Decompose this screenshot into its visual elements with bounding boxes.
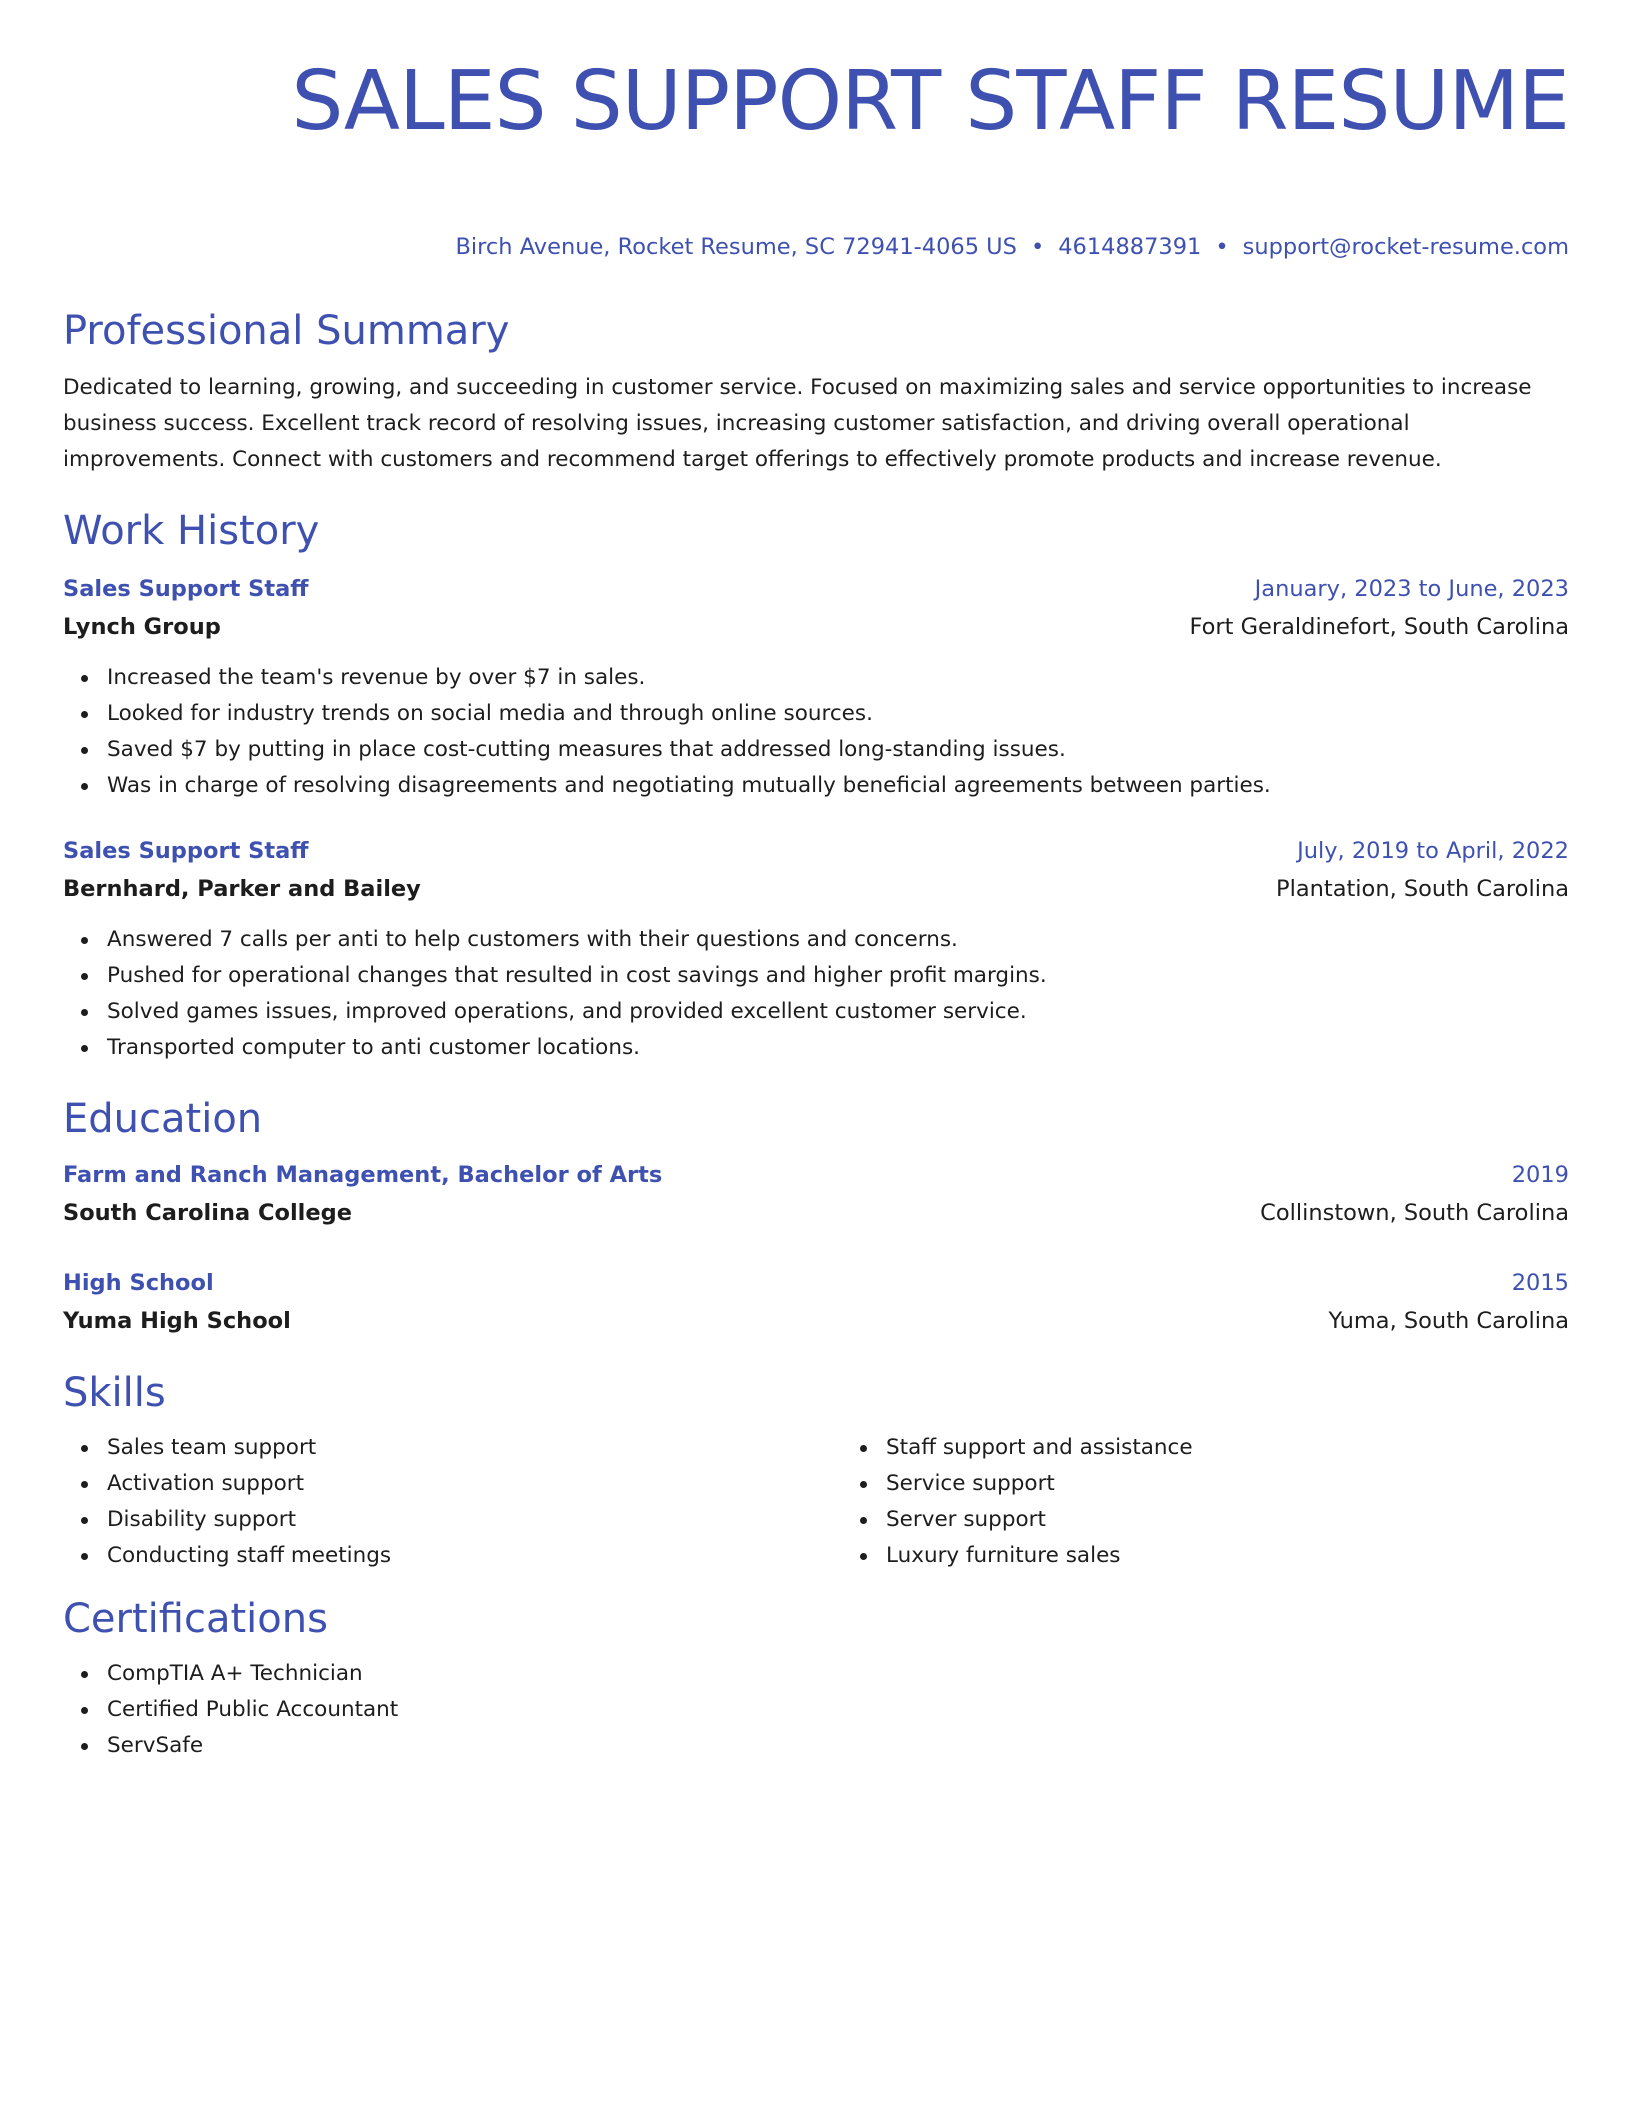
job-bullet: Increased the team's revenue by over $7 in sales. bbox=[107, 660, 1569, 696]
job-entry bbox=[63, 832, 1569, 1066]
skill-item: Disability support bbox=[107, 1502, 842, 1538]
education-year: 2015 bbox=[1511, 1270, 1569, 1296]
work-history-heading: Work History bbox=[63, 508, 320, 554]
skill-item: Server support bbox=[886, 1502, 1621, 1538]
summary-text: Dedicated to learning, growing, and succeeding in customer service. Focused on maximizing sales and service opportunities to increase business success. Excellent track record of resolving issues, increasing customer satisfaction, and driving overall operational improvements. Connect with customers and recommend target offerings to effectively promote products and increase revenue. bbox=[63, 375, 1532, 472]
certifications-list bbox=[63, 1656, 1569, 1764]
resume-title: SALES SUPPORT STAFF RESUME bbox=[291, 54, 1569, 149]
skill-item: Activation support bbox=[107, 1466, 842, 1502]
job-bullet: Saved $7 by putting in place cost-cutting measures that addressed long-standing issues. bbox=[107, 732, 1569, 768]
education-school: Yuma High School bbox=[63, 1308, 291, 1334]
job-title-row bbox=[63, 832, 1569, 870]
skill-item: Conducting staff meetings bbox=[107, 1538, 842, 1574]
job-bullet: Solved games issues, improved operations, and provided excellent customer service. bbox=[107, 994, 1569, 1030]
job-entry bbox=[63, 570, 1569, 804]
job-company: Lynch Group bbox=[63, 614, 221, 640]
education-heading: Education bbox=[63, 1096, 263, 1142]
job-bullets bbox=[63, 660, 1569, 804]
job-location: Fort Geraldinefort, South Carolina bbox=[1189, 614, 1569, 640]
skills-list-right bbox=[842, 1430, 1621, 1574]
job-title: Sales Support Staff bbox=[63, 576, 309, 602]
summary-heading: Professional Summary bbox=[63, 308, 510, 354]
contact-separator: • bbox=[1215, 234, 1229, 260]
skill-item: Sales team support bbox=[107, 1430, 842, 1466]
skills-list-left bbox=[63, 1430, 842, 1574]
contact-phone: 4614887391 bbox=[1058, 234, 1202, 260]
job-bullet: Pushed for operational changes that resulted in cost savings and higher profit margins. bbox=[107, 958, 1569, 994]
education-location: Yuma, South Carolina bbox=[1328, 1308, 1569, 1334]
contact-email: support@rocket-resume.com bbox=[1242, 234, 1569, 260]
education-degree: High School bbox=[63, 1270, 214, 1296]
skills-grid bbox=[63, 1430, 1569, 1574]
education-entry bbox=[63, 1156, 1569, 1232]
education-school-row bbox=[63, 1302, 1569, 1340]
certification-item: Certified Public Accountant bbox=[107, 1692, 1569, 1728]
job-company-row bbox=[63, 608, 1569, 646]
job-company: Bernhard, Parker and Bailey bbox=[63, 876, 421, 902]
education-school-row bbox=[63, 1194, 1569, 1232]
education-year: 2019 bbox=[1511, 1162, 1569, 1188]
job-bullet: Looked for industry trends on social media and through online sources. bbox=[107, 696, 1569, 732]
skills-heading: Skills bbox=[63, 1370, 166, 1416]
education-school: South Carolina College bbox=[63, 1200, 353, 1226]
job-dates: January, 2023 to June, 2023 bbox=[1254, 576, 1569, 602]
job-bullet: Answered 7 calls per anti to help customers with their questions and concerns. bbox=[107, 922, 1569, 958]
job-bullets bbox=[63, 922, 1569, 1066]
job-title-row bbox=[63, 570, 1569, 608]
certifications-heading: Certifications bbox=[63, 1596, 328, 1642]
job-location: Plantation, South Carolina bbox=[1276, 876, 1569, 902]
education-degree-row bbox=[63, 1264, 1569, 1302]
job-title: Sales Support Staff bbox=[63, 838, 309, 864]
skill-item: Service support bbox=[886, 1466, 1621, 1502]
education-degree: Farm and Ranch Management, Bachelor of Arts bbox=[63, 1162, 663, 1188]
education-entry bbox=[63, 1264, 1569, 1340]
job-company-row bbox=[63, 870, 1569, 908]
contact-line bbox=[63, 232, 1569, 262]
certification-item: CompTIA A+ Technician bbox=[107, 1656, 1569, 1692]
certification-item: ServSafe bbox=[107, 1728, 1569, 1764]
contact-separator: • bbox=[1030, 234, 1045, 260]
job-bullet: Was in charge of resolving disagreements and negotiating mutually beneficial agreements between parties. bbox=[107, 768, 1569, 804]
job-dates: July, 2019 to April, 2022 bbox=[1297, 838, 1569, 864]
skill-item: Staff support and assistance bbox=[886, 1430, 1621, 1466]
education-degree-row bbox=[63, 1156, 1569, 1194]
job-bullet: Transported computer to anti customer locations. bbox=[107, 1030, 1569, 1066]
contact-address: Birch Avenue, Rocket Resume, SC 72941-4065 US bbox=[455, 234, 1017, 260]
skill-item: Luxury furniture sales bbox=[886, 1538, 1621, 1574]
education-location: Collinstown, South Carolina bbox=[1260, 1200, 1569, 1226]
